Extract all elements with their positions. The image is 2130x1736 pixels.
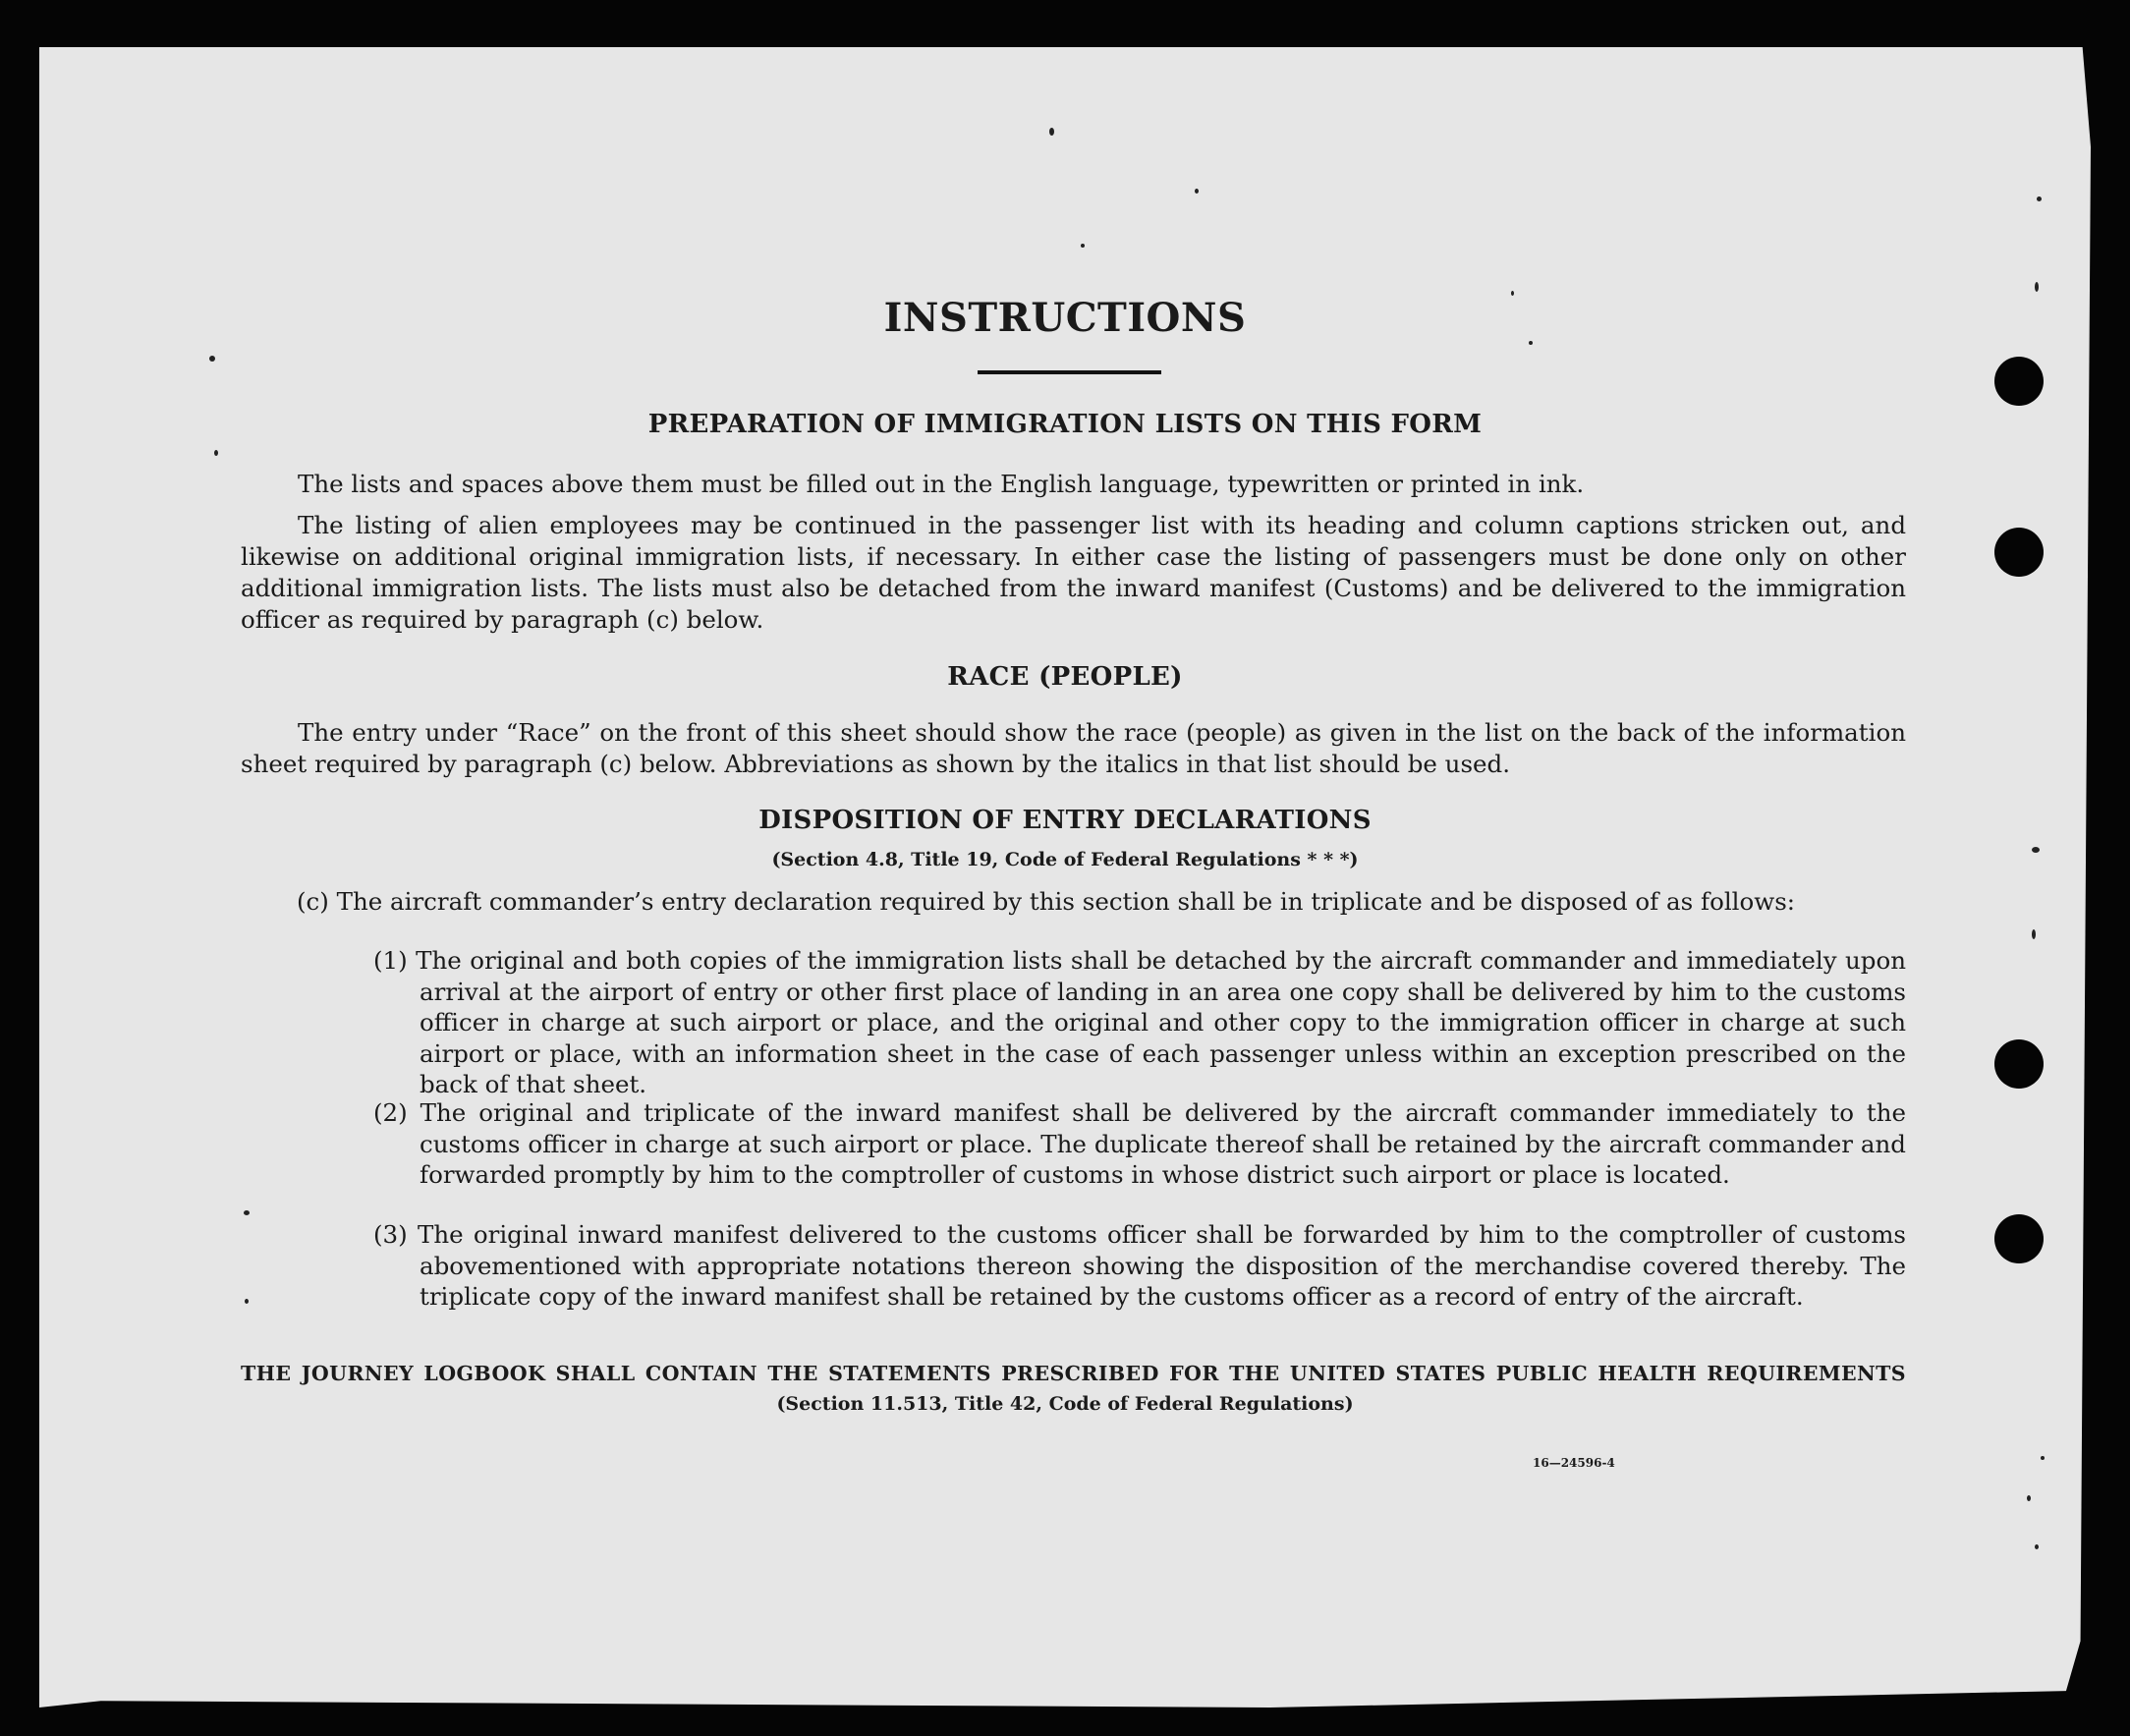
race-paragraph: The entry under “Race” on the front of this sheet should show the race (people) as given in the list on the back of the information sheet required by paragraph (c) below. Abbreviations as shown by the italics in that list should be used. [241, 718, 1906, 778]
scan-speck [2041, 1456, 2045, 1460]
disposition-item-3 [346, 1219, 1906, 1313]
scan-speck [2035, 282, 2039, 292]
journey-logbook-notice: THE JOURNEY LOGBOOK SHALL CONTAIN THE STATEMENTS PRESCRIBED FOR THE UNITED STATES PUBLIC HEALTH REQUIREMENTS [241, 1362, 1906, 1385]
disposition-heading: DISPOSITION OF ENTRY DECLARATIONS [758, 806, 1372, 835]
disposition-item-1 [346, 945, 1906, 1100]
form-number: 16—24596-4 [1533, 1456, 1615, 1470]
journey-logbook-citation: (Section 11.513, Title 42, Code of Federal Regulations) [776, 1393, 1354, 1415]
scan-speck [245, 1299, 249, 1304]
binder-hole [1994, 1039, 2044, 1089]
scan-speck [1529, 341, 1533, 345]
preparation-heading: PREPARATION OF IMMIGRATION LISTS ON THIS FORM [647, 410, 1483, 439]
binder-hole [1994, 1214, 2044, 1263]
disposition-intro: (c) The aircraft commander’s entry declaration required by this section shall be in triplicate and be disposed of as follows: [297, 887, 1796, 916]
scan-speck [214, 450, 218, 456]
disposition-citation: (Section 4.8, Title 19, Code of Federal Regulations * * *) [771, 849, 1359, 870]
disposition-item-text: (2) The original and triplicate of the inward manifest shall be delivered by the aircraft commander immediately to the customs officer in charge at such airport or place. The duplicate thereof shall be retained by the aircraft commander and forwarded promptly by him to the comptroller of customs in whose district such airport or place is located. [373, 1098, 1907, 1189]
scan-speck [2035, 1544, 2039, 1549]
binder-hole [1994, 528, 2044, 577]
disposition-item-text: (1) The original and both copies of the immigration lists shall be detached by the aircraft commander and immediately upon arrival at the airport of entry or other first place of landing in an area one copy shall be delivered by him to the customs officer in charge at such airport or place, and the original and other copy to the immigration officer in charge at such airport or place, with an information sheet in the case of each passenger unless within an exception prescribed on the back of that sheet. [373, 946, 1906, 1098]
disposition-item-text: (3) The original inward manifest delivered to the customs officer shall be forwarded by him to the comptroller of customs abovementioned with appropriate notations thereon showing the disposition of the merchandise covered thereby. The triplicate copy of the inward manifest shall be retained by the customs officer as a record of entry of the aircraft. [373, 1220, 1906, 1311]
preparation-paragraph-2: The listing of alien employees may be continued in the passenger list with its heading and column captions stricken out, and likewise on additional original immigration lists, if necessary. In either case the listing of passengers must be done only on other additional immigration lists. The lists must also be detached from the inward manifest (Customs) and be delivered to the immigration officer as required by paragraph (c) below. [241, 511, 1906, 634]
scan-speck [2027, 1495, 2031, 1501]
binder-hole [1994, 357, 2044, 406]
scan-speck [1049, 128, 1054, 136]
scan-speck [1195, 189, 1199, 194]
race-heading: RACE (PEOPLE) [947, 662, 1183, 692]
preparation-paragraph-1: The lists and spaces above them must be filled out in the English language, typewritten or printed in ink. [298, 470, 1585, 498]
scan-speck [244, 1210, 250, 1215]
page-title: INSTRUCTIONS [883, 295, 1247, 341]
scan-speck [2037, 196, 2042, 201]
scan-speck [2032, 929, 2036, 939]
title-underline [978, 370, 1161, 374]
disposition-item-2 [346, 1097, 1906, 1191]
scan-speck [1081, 244, 1085, 248]
scan-speck [209, 356, 215, 362]
